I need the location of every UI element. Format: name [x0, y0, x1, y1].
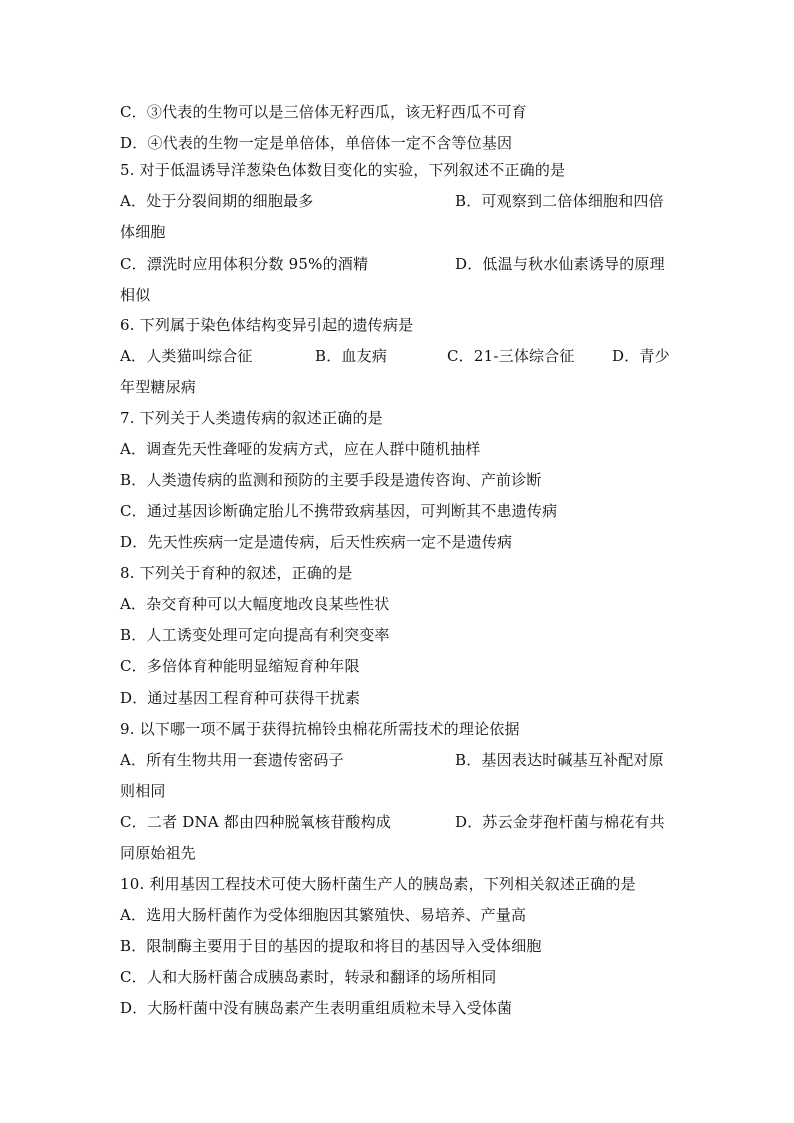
q5-option-c: C．漂洗时应用体积分数 95%的酒精 [120, 255, 369, 273]
q9-stem: 9. 以下哪一项不属于获得抗棉铃虫棉花所需技术的理论依据 [120, 720, 520, 738]
q9-option-d-cont: 同原始祖先 [120, 844, 197, 862]
q9-option-c: C．二者 DNA 都由四种脱氧核苷酸构成 [120, 813, 391, 831]
q7-option-d: D．先天性疾病一定是遗传病，后天性疾病一定不是遗传病 [120, 533, 513, 551]
q5-option-a: A．处于分裂间期的细胞最多 [120, 192, 314, 210]
q9-option-d: D．苏云金芽孢杆菌与棉花有共 [455, 813, 665, 831]
q9-option-b-cont: 则相同 [120, 782, 166, 800]
q5-option-d-cont: 相似 [120, 286, 151, 304]
q6-option-b: B．血友病 [315, 347, 388, 365]
q10-option-d: D．大肠杆菌中没有胰岛素产生表明重组质粒未导入受体菌 [120, 999, 513, 1017]
q8-stem: 8. 下列关于育种的叙述，正确的是 [120, 564, 353, 582]
q7-stem: 7. 下列关于人类遗传病的叙述正确的是 [120, 409, 383, 427]
q6-option-a: A．人类猫叫综合征 [120, 347, 253, 365]
q7-option-a: A．调查先天性聋哑的发病方式，应在人群中随机抽样 [120, 440, 481, 458]
q6-option-c: C．21-三体综合征 [447, 347, 575, 365]
q4-option-c: C．③代表的生物可以是三倍体无籽西瓜，该无籽西瓜不可育 [120, 103, 527, 121]
q6-option-d: D．青少 [612, 347, 670, 365]
q4-option-d: D．④代表的生物一定是单倍体，单倍体一定不含等位基因 [120, 134, 513, 152]
q10-option-c: C．人和大肠杆菌合成胰岛素时，转录和翻译的场所相同 [120, 968, 497, 986]
q5-option-b: B．可观察到二倍体细胞和四倍 [455, 192, 664, 210]
q6-stem: 6. 下列属于染色体结构变异引起的遗传病是 [120, 316, 414, 334]
q8-option-d: D．通过基因工程育种可获得干扰素 [120, 689, 361, 707]
q8-option-c: C．多倍体育种能明显缩短育种年限 [120, 657, 360, 675]
q7-option-b: B．人类遗传病的监测和预防的主要手段是遗传咨询、产前诊断 [120, 471, 542, 489]
q9-option-b: B．基因表达时碱基互补配对原 [455, 751, 664, 769]
q5-option-b-cont: 体细胞 [120, 223, 166, 241]
q8-option-a: A．杂交育种可以大幅度地改良某些性状 [120, 595, 390, 613]
q9-option-a: A．所有生物共用一套遗传密码子 [120, 751, 344, 769]
q10-option-a: A．选用大肠杆菌作为受体细胞因其繁殖快、易培养、产量高 [120, 906, 527, 924]
q6-option-d-cont: 年型糖尿病 [120, 378, 197, 396]
q10-option-b: B．限制酶主要用于目的基因的提取和将目的基因导入受体细胞 [120, 937, 542, 955]
q5-stem: 5. 对于低温诱导洋葱染色体数目变化的实验，下列叙述不正确的是 [120, 161, 566, 179]
q8-option-b: B．人工诱变处理可定向提高有利突变率 [120, 626, 390, 644]
q5-option-d: D．低温与秋水仙素诱导的原理 [455, 255, 665, 273]
q10-stem: 10. 利用基因工程技术可使大肠杆菌生产人的胰岛素，下列相关叙述正确的是 [120, 875, 636, 893]
q7-option-c: C．通过基因诊断确定胎儿不携带致病基因，可判断其不患遗传病 [120, 502, 558, 520]
